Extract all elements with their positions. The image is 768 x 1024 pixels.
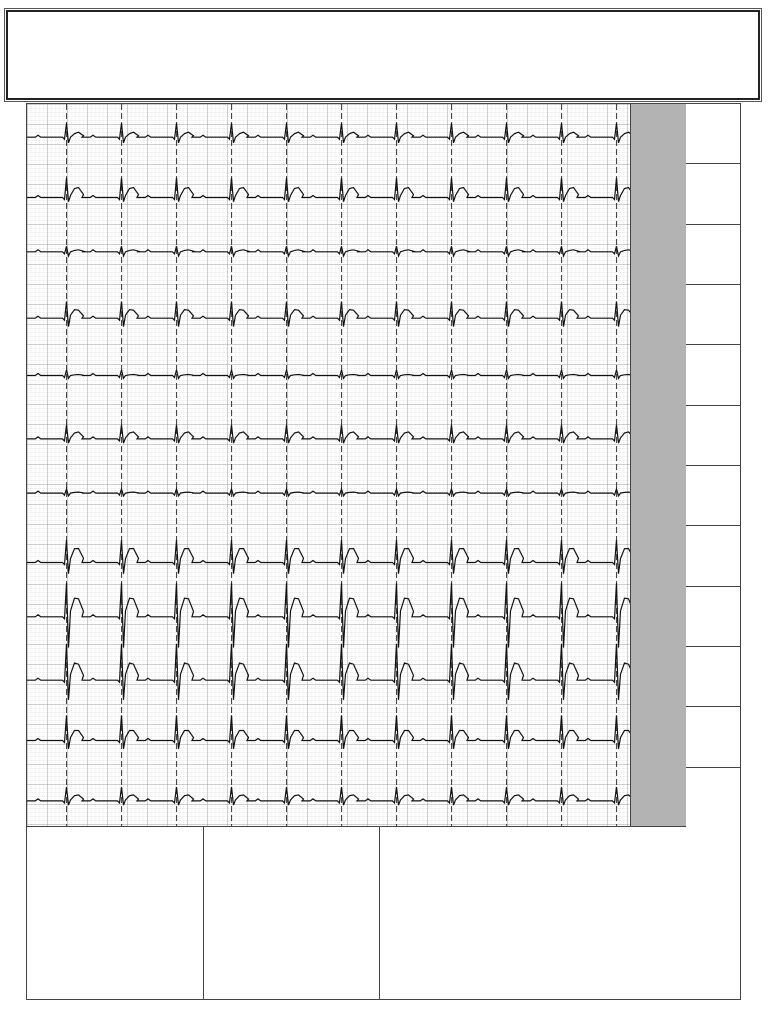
lead-label-shade bbox=[631, 104, 686, 826]
report-header-box bbox=[6, 10, 760, 100]
ecg-grid-paper bbox=[27, 104, 631, 827]
lead-label-cell bbox=[686, 225, 740, 285]
ecg-tracing-svg bbox=[27, 104, 631, 827]
footer-cell-left bbox=[27, 827, 204, 999]
footer-cell-right bbox=[380, 827, 742, 999]
lead-label-cell bbox=[686, 345, 740, 405]
lead-label-cell bbox=[686, 647, 740, 707]
lead-label-cell bbox=[686, 707, 740, 767]
lead-label-cell bbox=[686, 164, 740, 224]
lead-label-cell bbox=[686, 104, 740, 164]
ecg-tracing-panel bbox=[26, 103, 631, 827]
lead-label-cell bbox=[686, 466, 740, 526]
lead-label-column bbox=[631, 103, 741, 827]
footer-cell-middle bbox=[204, 827, 380, 999]
lead-label-cell bbox=[686, 285, 740, 345]
lead-label-cell bbox=[686, 406, 740, 466]
lead-label-cell bbox=[686, 587, 740, 647]
lead-label-cell bbox=[686, 768, 740, 828]
report-footer-box bbox=[26, 827, 741, 1000]
lead-label-cell bbox=[686, 526, 740, 586]
